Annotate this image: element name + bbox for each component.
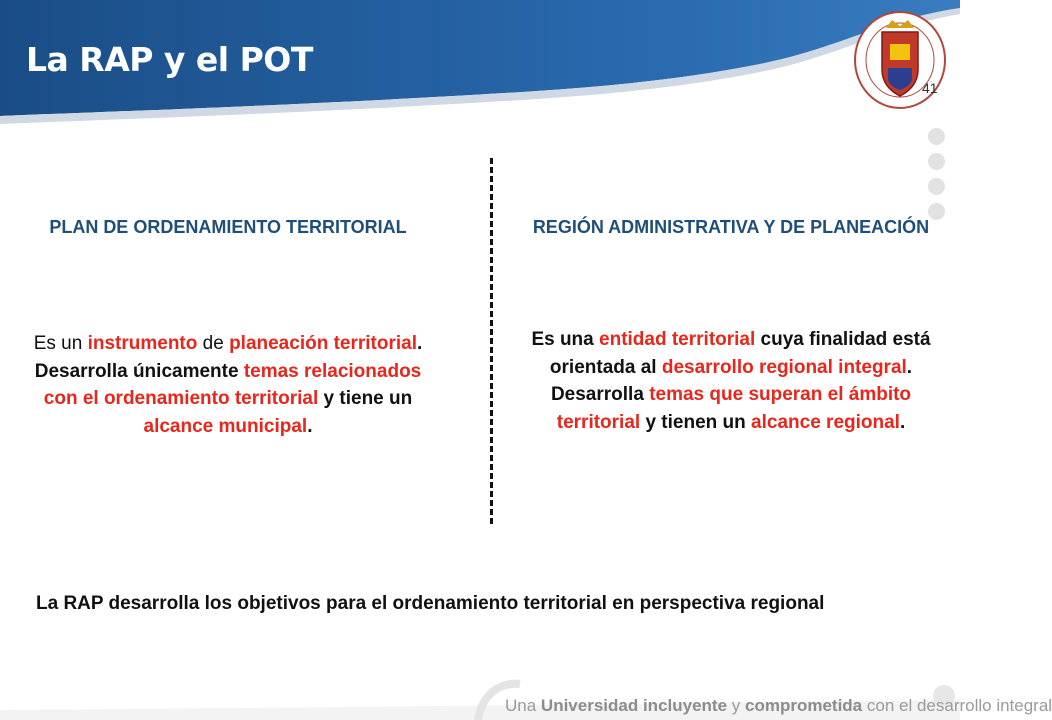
dashed-divider — [490, 158, 493, 524]
text-run: de — [197, 333, 230, 354]
rap-heading — [528, 214, 934, 242]
text-run: Es un — [33, 333, 88, 354]
university-seal-logo — [852, 8, 948, 112]
slide-number: 41 — [922, 80, 938, 96]
decorative-dots — [928, 128, 945, 228]
text-run: y tiene un — [318, 388, 413, 410]
footer-tagline — [505, 696, 1052, 716]
text-run: . — [899, 411, 906, 433]
page-title: La RAP y el POT — [26, 40, 313, 79]
text-run: comprometida — [745, 696, 863, 715]
text-run: . Desarrolla únicamente — [34, 333, 423, 382]
summary-text: La RAP desarrolla los objetivos para el ordenamiento territorial en perspectiva regional — [36, 593, 825, 614]
text-run: . — [307, 415, 313, 437]
highlight-text: alcance regional — [751, 411, 900, 433]
decor-dot — [928, 128, 945, 145]
highlight-text: planeación territorial — [229, 333, 418, 354]
highlight-text: temas relacionados con el ordenamiento territorial — [43, 360, 422, 410]
decor-dot — [928, 153, 945, 170]
decor-dot — [928, 178, 945, 195]
highlight-text: entidad territorial — [599, 329, 756, 350]
text-run: cuya finalidad está orientada al — [549, 329, 931, 378]
text-run: . Desarrolla — [550, 356, 913, 406]
rap-heading-text: REGIÓN ADMINISTRATIVA Y DE PLANEACIÓN — [532, 217, 930, 237]
highlight-text: temas que superan el ámbito territorial — [556, 384, 912, 433]
text-run: y tienen un — [640, 411, 752, 433]
text-run: Es una — [531, 329, 600, 350]
text-run: Una — [505, 696, 541, 715]
pot-description — [22, 330, 434, 440]
text-run: con el desarrollo integral — [862, 696, 1052, 715]
text-run: y — [727, 696, 745, 715]
pot-heading-text: PLAN DE ORDENAMIENTO TERRITORIAL — [49, 217, 407, 237]
footer-band — [0, 660, 1052, 720]
rap-description — [528, 326, 934, 436]
header-bar — [0, 0, 960, 130]
highlight-text: desarrollo regional integral — [661, 356, 907, 378]
highlight-text: instrumento — [87, 333, 198, 354]
highlight-text: alcance municipal — [143, 415, 308, 437]
pot-heading — [22, 214, 434, 242]
text-run: Universidad incluyente — [540, 696, 728, 715]
